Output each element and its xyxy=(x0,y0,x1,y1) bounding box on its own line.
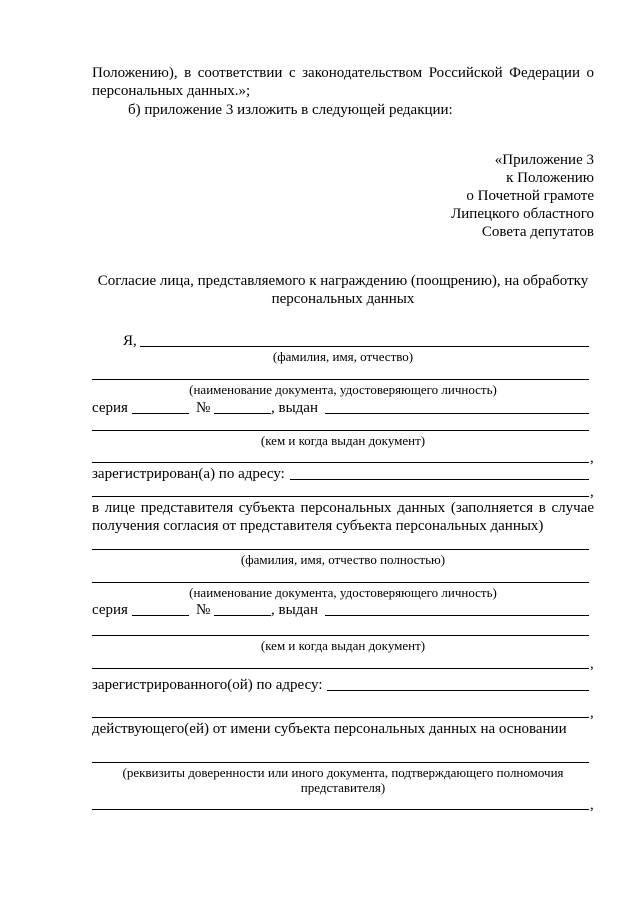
comma: , xyxy=(590,705,594,721)
representative-text-line-2: получения согласия от представителя субъекта персональных данных) xyxy=(92,518,544,534)
appendix-header-line-3: о Почетной грамоте xyxy=(466,188,594,204)
hint-power-line-1: (реквизиты доверенности или иного документа, подтверждающего полномочия xyxy=(122,765,564,780)
rep-address-input-line-2[interactable] xyxy=(92,717,589,718)
number-label: № xyxy=(196,400,211,416)
hint-power-line-2: представителя) xyxy=(300,780,386,795)
series-label: серия xyxy=(92,400,128,416)
issued-input-line[interactable] xyxy=(325,413,589,414)
rep-address-input-line[interactable] xyxy=(327,690,589,691)
comma: , xyxy=(590,484,594,500)
intro-line-3: б) приложение 3 изложить в следующей редакции: xyxy=(128,102,453,118)
comma: , xyxy=(590,797,594,813)
document-title-line-1: Согласие лица, представляемого к награждению (поощрению), на обработку xyxy=(97,273,589,289)
appendix-header-line-4: Липецкого областного xyxy=(451,206,594,222)
intro-line-2: персональных данных.»; xyxy=(92,83,251,99)
hint-fio-full: (фамилия, имя, отчество полностью) xyxy=(240,552,446,567)
final-input-line[interactable] xyxy=(92,809,589,810)
blank-line-rep[interactable] xyxy=(92,668,589,669)
document-title-line-2: персональных данных xyxy=(271,291,415,307)
power-document-input-line[interactable] xyxy=(92,762,589,763)
series-input-line[interactable] xyxy=(132,413,189,414)
intro-line-1: Положению), в соответствии с законодательством Российской Федерации о xyxy=(92,65,594,81)
issued-label: , выдан xyxy=(271,400,318,416)
issued-by-input-line-rep[interactable] xyxy=(92,635,589,636)
issued-label-rep: , выдан xyxy=(271,602,318,618)
number-input-line-rep[interactable] xyxy=(214,615,271,616)
acting-label: действующего(ей) от имени субъекта персональных данных на основании xyxy=(92,721,567,737)
number-label-rep: № xyxy=(196,602,211,618)
address-input-line-2[interactable] xyxy=(92,496,589,497)
hint-issued-rep: (кем и когда выдан документ) xyxy=(260,638,426,653)
series-input-line-rep[interactable] xyxy=(132,615,189,616)
rep-fio-input-line[interactable] xyxy=(92,549,589,550)
comma: , xyxy=(590,656,594,672)
hint-issued: (кем и когда выдан документ) xyxy=(260,433,426,448)
fio-input-line[interactable] xyxy=(140,346,589,347)
address-input-line[interactable] xyxy=(290,479,589,480)
registered-label: зарегистрирован(а) по адресу: xyxy=(92,466,285,482)
series-label-rep: серия xyxy=(92,602,128,618)
issued-by-input-line[interactable] xyxy=(92,430,589,431)
representative-text-line-1: в лице представителя субъекта персональных данных (заполняется в случае xyxy=(92,500,594,516)
document-input-line[interactable] xyxy=(92,379,589,380)
appendix-header-line-5: Совета депутатов xyxy=(481,224,594,240)
number-input-line[interactable] xyxy=(214,413,271,414)
appendix-header-line-2: к Положению xyxy=(506,170,594,186)
hint-fio: (фамилия, имя, отчество) xyxy=(272,349,414,364)
hint-document-rep: (наименование документа, удостоверяющего личность) xyxy=(189,585,497,600)
hint-document: (наименование документа, удостоверяющего личность) xyxy=(189,382,497,397)
blank-line[interactable] xyxy=(92,462,589,463)
comma: , xyxy=(590,450,594,466)
issued-input-line-rep[interactable] xyxy=(325,615,589,616)
ya-label: Я, xyxy=(123,333,137,349)
appendix-header-line-1: «Приложение 3 xyxy=(494,152,594,168)
rep-document-input-line[interactable] xyxy=(92,582,589,583)
registered-rep-label: зарегистрированного(ой) по адресу: xyxy=(92,677,323,693)
